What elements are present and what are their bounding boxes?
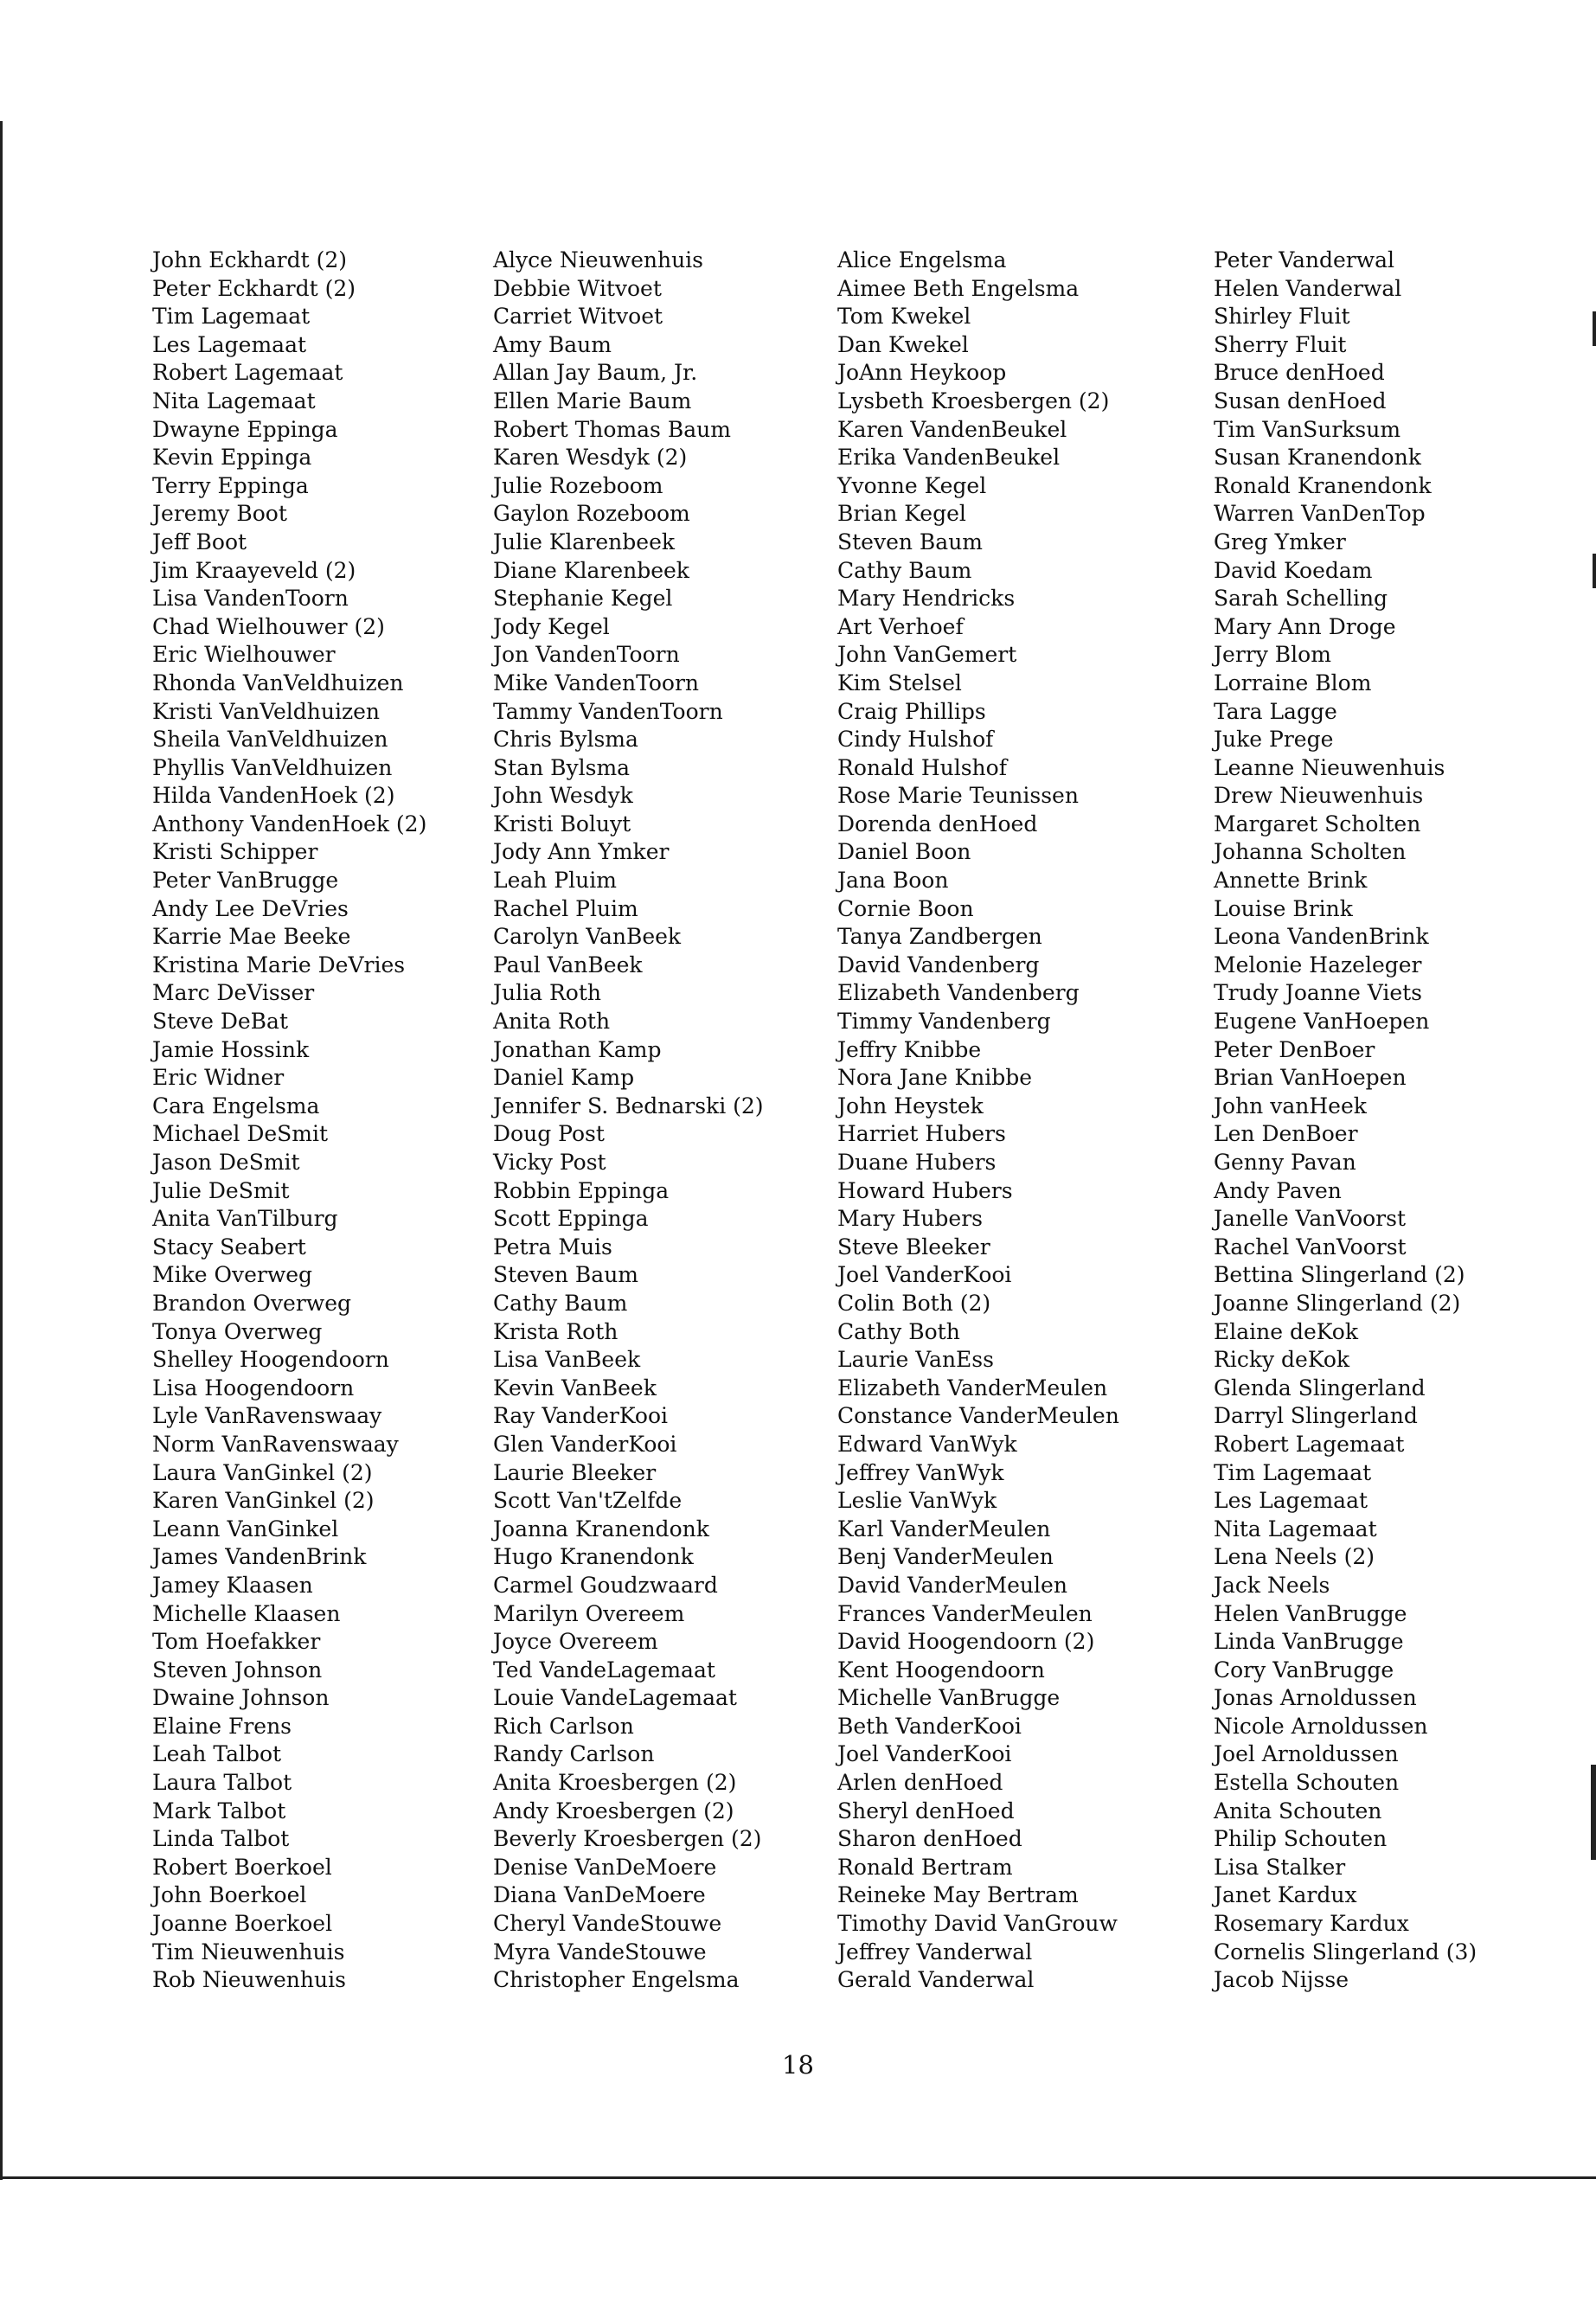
name-entry: Greg Ymker [1214, 529, 1346, 554]
name-entry: Jim Kraayeveld (2) [152, 557, 356, 583]
name-entry: Myra VandeStouwe [493, 1939, 707, 1965]
name-entry: Andy Paven [1214, 1177, 1342, 1203]
name-entry: Rachel VanVoorst [1214, 1234, 1407, 1259]
name-entry: Scott Eppinga [493, 1206, 649, 1232]
name-entry: David VanderMeulen [837, 1572, 1067, 1598]
name-entry: Edward VanWyk [837, 1431, 1017, 1457]
name-entry: Karen VanGinkel (2) [152, 1488, 375, 1514]
name-entry: Cathy Baum [493, 1290, 628, 1316]
name-entry: Terry Eppinga [152, 472, 309, 498]
name-entry: Sarah Schelling [1214, 586, 1388, 612]
name-entry: Kristi VanVeldhuizen [152, 698, 381, 724]
name-entry: Cheryl VandeStouwe [493, 1911, 722, 1937]
name-entry: Jody Ann Ymker [493, 839, 670, 865]
name-entry: Chris Bylsma [493, 727, 638, 753]
name-entry: Lena Neels (2) [1214, 1544, 1375, 1570]
name-entry: Rich Carlson [493, 1713, 634, 1739]
name-entry: Laura VanGinkel (2) [152, 1459, 373, 1485]
name-entry: Mary Ann Droge [1214, 613, 1396, 639]
name-entry: Jonas Arnoldussen [1214, 1685, 1417, 1711]
name-entry: Yvonne Kegel [837, 472, 987, 498]
name-entry: Gerald Vanderwal [837, 1967, 1035, 1993]
name-entry: Cornelis Slingerland (3) [1214, 1939, 1477, 1965]
name-entry: Dwaine Johnson [152, 1685, 330, 1711]
scan-right-mark [1591, 1765, 1596, 1860]
name-entry: Colin Both (2) [837, 1290, 991, 1316]
name-entry: Hugo Kranendonk [493, 1544, 694, 1570]
name-entry: Vicky Post [493, 1150, 606, 1175]
name-entry: Warren VanDenTop [1214, 501, 1426, 527]
name-entry: Sheila VanVeldhuizen [152, 727, 388, 753]
name-entry: Stephanie Kegel [493, 586, 673, 612]
name-entry: Tim Lagemaat [1214, 1459, 1372, 1485]
name-entry: Bruce denHoed [1214, 360, 1385, 386]
name-entry: Robbin Eppinga [493, 1177, 670, 1203]
name-entry: Tara Lagge [1214, 698, 1337, 724]
name-entry: Kim Stelsel [837, 670, 962, 695]
name-entry: Gaylon Rozeboom [493, 501, 690, 527]
name-entry: Jeremy Boot [152, 501, 287, 527]
name-entry: Karen Wesdyk (2) [493, 445, 688, 471]
name-entry: Jeffrey Vanderwal [837, 1939, 1033, 1965]
name-entry: Petra Muis [493, 1234, 612, 1259]
name-entry: Robert Boerkoel [152, 1854, 332, 1880]
name-entry: Carolyn VanBeek [493, 924, 682, 950]
name-entry: Anita VanTilburg [152, 1206, 338, 1232]
name-entry: Jason DeSmit [152, 1150, 300, 1175]
name-entry: Carmel Goudzwaard [493, 1572, 718, 1598]
name-entry: Robert Lagemaat [1214, 1431, 1405, 1457]
names-column-3 [837, 247, 1119, 1995]
name-entry: Hilda VandenHoek (2) [152, 783, 395, 809]
name-entry: Peter VanBrugge [152, 868, 339, 894]
name-entry: Eric Widner [152, 1065, 285, 1091]
name-entry: Estella Schouten [1214, 1770, 1400, 1796]
name-entry: Tanya Zandbergen [837, 924, 1042, 950]
name-entry: John VanGemert [837, 642, 1017, 668]
name-entry: Doug Post [493, 1121, 605, 1147]
name-entry: Drew Nieuwenhuis [1214, 783, 1424, 809]
name-entry: Annette Brink [1214, 868, 1368, 894]
name-entry: Tim VanSurksum [1214, 416, 1401, 442]
name-entry: Dorenda denHoed [837, 811, 1038, 836]
name-entry: Linda VanBrugge [1214, 1629, 1404, 1655]
name-entry: Rachel Pluim [493, 895, 638, 921]
name-entry: Steven Baum [493, 1262, 639, 1288]
name-entry: Sherry Fluit [1214, 331, 1347, 357]
name-entry: Nicole Arnoldussen [1214, 1713, 1428, 1739]
name-entry: Rose Marie Teunissen [837, 783, 1079, 809]
name-entry: Julie Klarenbeek [493, 529, 676, 554]
name-entry: Kevin Eppinga [152, 445, 312, 471]
name-entry: Rob Nieuwenhuis [152, 1967, 346, 1993]
name-entry: Steven Johnson [152, 1657, 323, 1682]
name-entry: John Wesdyk [493, 783, 633, 809]
name-entry: Les Lagemaat [1214, 1488, 1368, 1514]
name-entry: Glenda Slingerland [1214, 1375, 1426, 1400]
name-entry: Christopher Engelsma [493, 1967, 740, 1993]
name-entry: Daniel Boon [837, 839, 971, 865]
name-entry: Margaret Scholten [1214, 811, 1421, 836]
name-entry: Cindy Hulshof [837, 727, 994, 753]
name-entry: John vanHeek [1214, 1093, 1367, 1118]
name-entry: Marc DeVisser [152, 980, 315, 1006]
name-entry: Shelley Hoogendoorn [152, 1347, 389, 1373]
name-entry: Nita Lagemaat [1214, 1516, 1377, 1541]
name-entry: Cory VanBrugge [1214, 1657, 1394, 1682]
name-entry: Daniel Kamp [493, 1065, 635, 1091]
names-column-1 [152, 247, 426, 1995]
name-entry: Cara Engelsma [152, 1093, 320, 1118]
name-entry: Randy Carlson [493, 1741, 655, 1767]
name-entry: Amy Baum [493, 331, 612, 357]
name-entry: Janet Kardux [1214, 1882, 1357, 1908]
name-entry: Laurie Bleeker [493, 1459, 657, 1485]
names-column-2 [493, 247, 764, 1995]
name-entry: Brian VanHoepen [1214, 1065, 1407, 1091]
name-entry: Glen VanderKooi [493, 1431, 677, 1457]
name-entry: Timothy David VanGrouw [837, 1911, 1118, 1937]
scan-bottom-edge [0, 2176, 1596, 2179]
name-entry: Jamie Hossink [152, 1036, 310, 1062]
name-entry: Anita Schouten [1214, 1798, 1382, 1823]
name-entry: JoAnn Heykoop [837, 360, 1007, 386]
name-entry: Jana Boon [837, 868, 949, 894]
name-entry: John Heystek [837, 1093, 984, 1118]
name-entry: Laurie VanEss [837, 1347, 994, 1373]
name-entry: Tonya Overweg [152, 1318, 323, 1344]
name-entry: Robert Lagemaat [152, 360, 343, 386]
name-entry: Anita Kroesbergen (2) [493, 1770, 737, 1796]
name-entry: Timmy Vandenberg [837, 1009, 1051, 1035]
name-entry: Leah Talbot [152, 1741, 282, 1767]
name-entry: Peter Vanderwal [1214, 247, 1395, 272]
name-entry: Debbie Witvoet [493, 275, 662, 301]
name-entry: Janelle VanVoorst [1214, 1206, 1407, 1232]
name-entry: Paul VanBeek [493, 952, 643, 977]
name-entry: Susan denHoed [1214, 388, 1387, 413]
name-entry: Philip Schouten [1214, 1826, 1388, 1852]
name-entry: Jamey Klaasen [152, 1572, 313, 1598]
name-entry: Michael DeSmit [152, 1121, 329, 1147]
name-entry: Ronald Hulshof [837, 754, 1007, 780]
name-entry: Peter DenBoer [1214, 1036, 1375, 1062]
name-entry: Jerry Blom [1214, 642, 1331, 668]
name-entry: Norm VanRavenswaay [152, 1431, 399, 1457]
name-entry: Lysbeth Kroesbergen (2) [837, 388, 1110, 413]
name-entry: Andy Lee DeVries [152, 895, 349, 921]
name-entry: Joyce Overeem [493, 1629, 658, 1655]
name-entry: Tammy VandenToorn [493, 698, 723, 724]
name-entry: Joanne Slingerland (2) [1214, 1290, 1461, 1316]
name-entry: Frances VanderMeulen [837, 1600, 1093, 1626]
name-entry: Marilyn Overeem [493, 1600, 685, 1626]
name-entry: Carriet Witvoet [493, 304, 663, 330]
name-entry: Stacy Seabert [152, 1234, 306, 1259]
name-entry: Ricky deKok [1214, 1347, 1350, 1373]
name-entry: Diana VanDeMoere [493, 1882, 706, 1908]
name-entry: Eugene VanHoepen [1214, 1009, 1430, 1035]
name-entry: John Eckhardt (2) [152, 247, 347, 272]
name-entry: Leona VandenBrink [1214, 924, 1429, 950]
name-entry: Anita Roth [493, 1009, 611, 1035]
page-number: 18 [782, 2050, 814, 2080]
name-entry: Kristi Schipper [152, 839, 318, 865]
name-entry: Steve DeBat [152, 1009, 288, 1035]
name-entry: Denise VanDeMoere [493, 1854, 717, 1880]
name-entry: Johanna Scholten [1214, 839, 1407, 865]
name-entry: Linda Talbot [152, 1826, 290, 1852]
name-entry: Arlen denHoed [837, 1770, 1003, 1796]
name-entry: Genny Pavan [1214, 1150, 1356, 1175]
name-entry: David Hoogendoorn (2) [837, 1629, 1095, 1655]
name-entry: Chad Wielhouwer (2) [152, 613, 385, 639]
name-entry: Joel VanderKooi [837, 1741, 1012, 1767]
name-entry: Joel VanderKooi [837, 1262, 1012, 1288]
name-entry: Scott Van'tZelfde [493, 1488, 683, 1514]
name-entry: Cornie Boon [837, 895, 974, 921]
name-entry: Harriet Hubers [837, 1121, 1006, 1147]
name-entry: Leslie VanWyk [837, 1488, 997, 1514]
name-entry: Jon VandenToorn [493, 642, 680, 668]
name-entry: Beverly Kroesbergen (2) [493, 1826, 762, 1852]
name-entry: Karl VanderMeulen [837, 1516, 1051, 1541]
name-entry: Kristi Boluyt [493, 811, 631, 836]
name-entry: Julia Roth [493, 980, 601, 1006]
name-entry: Jeff Boot [152, 529, 247, 554]
name-entry: Andy Kroesbergen (2) [493, 1798, 734, 1823]
name-entry: Howard Hubers [837, 1177, 1013, 1203]
name-entry: Kent Hoogendoorn [837, 1657, 1045, 1682]
name-entry: Karen VandenBeukel [837, 416, 1067, 442]
name-entry: Jody Kegel [493, 613, 610, 639]
name-entry: Susan Kranendonk [1214, 445, 1421, 471]
name-entry: Art Verhoef [837, 613, 964, 639]
name-entry: Louise Brink [1214, 895, 1353, 921]
name-entry: Melonie Hazeleger [1214, 952, 1422, 977]
name-entry: Steve Bleeker [837, 1234, 990, 1259]
name-entry: Lisa Stalker [1214, 1854, 1346, 1880]
name-entry: Ronald Kranendonk [1214, 472, 1432, 498]
scan-right-mark [1593, 554, 1596, 588]
name-entry: Phyllis VanVeldhuizen [152, 754, 393, 780]
name-entry: Alyce Nieuwenhuis [493, 247, 704, 272]
name-entry: Eric Wielhouwer [152, 642, 336, 668]
name-entry: Tom Hoefakker [152, 1629, 321, 1655]
name-entry: Anthony VandenHoek (2) [152, 811, 427, 836]
name-entry: Mary Hendricks [837, 586, 1016, 612]
name-entry: Kristina Marie DeVries [152, 952, 406, 977]
name-entry: David Vandenberg [837, 952, 1040, 977]
name-entry: Julie Rozeboom [493, 472, 663, 498]
name-entry: Ellen Marie Baum [493, 388, 692, 413]
name-entry: Lisa Hoogendoorn [152, 1375, 355, 1400]
name-entry: Lorraine Blom [1214, 670, 1372, 695]
name-entry: Jack Neels [1214, 1572, 1330, 1598]
name-entry: Laura Talbot [152, 1770, 292, 1796]
name-entry: Reineke May Bertram [837, 1882, 1079, 1908]
name-entry: Jacob Nijsse [1214, 1967, 1349, 1993]
name-entry: Beth VanderKooi [837, 1713, 1022, 1739]
name-entry: Duane Hubers [837, 1150, 997, 1175]
name-entry: Sheryl denHoed [837, 1798, 1015, 1823]
name-entry: Shirley Fluit [1214, 304, 1350, 330]
name-entry: Dan Kwekel [837, 331, 969, 357]
name-entry: Elizabeth VanderMeulen [837, 1375, 1108, 1400]
name-entry: Tim Lagemaat [152, 304, 311, 330]
name-entry: Sharon denHoed [837, 1826, 1022, 1852]
name-entry: Karrie Mae Beeke [152, 924, 351, 950]
name-entry: Joanne Boerkoel [152, 1911, 333, 1937]
name-entry: Julie DeSmit [152, 1177, 290, 1203]
name-entry: Elizabeth Vandenberg [837, 980, 1080, 1006]
name-entry: Leanne Nieuwenhuis [1214, 754, 1445, 780]
name-entry: David Koedam [1214, 557, 1373, 583]
name-entry: Jeffry Knibbe [837, 1036, 982, 1062]
name-entry: Jennifer S. Bednarski (2) [493, 1093, 764, 1118]
name-entry: Kevin VanBeek [493, 1375, 657, 1400]
name-entry: Mike Overweg [152, 1262, 313, 1288]
name-entry: Benj VanderMeulen [837, 1544, 1054, 1570]
name-entry: Darryl Slingerland [1214, 1403, 1418, 1429]
name-entry: Ray VanderKooi [493, 1403, 668, 1429]
name-entry: Joel Arnoldussen [1214, 1741, 1399, 1767]
name-entry: Alice Engelsma [837, 247, 1007, 272]
name-entry: Nora Jane Knibbe [837, 1065, 1033, 1091]
name-entry: Robert Thomas Baum [493, 416, 731, 442]
name-entry: Peter Eckhardt (2) [152, 275, 356, 301]
name-entry: Cathy Both [837, 1318, 960, 1344]
name-entry: Leah Pluim [493, 868, 617, 894]
name-entry: Erika VandenBeukel [837, 445, 1061, 471]
name-entry: Rosemary Kardux [1214, 1911, 1409, 1937]
name-entry: Stan Bylsma [493, 754, 631, 780]
name-entry: Elaine Frens [152, 1713, 292, 1739]
name-entry: James VandenBrink [152, 1544, 367, 1570]
name-entry: Rhonda VanVeldhuizen [152, 670, 404, 695]
name-entry: Lisa VanBeek [493, 1347, 641, 1373]
name-entry: Len DenBoer [1214, 1121, 1358, 1147]
name-entry: Ted VandeLagemaat [493, 1657, 715, 1682]
name-entry: Nita Lagemaat [152, 388, 316, 413]
name-entry: Mike VandenToorn [493, 670, 700, 695]
name-entry: Constance VanderMeulen [837, 1403, 1119, 1429]
name-entry: Ronald Bertram [837, 1854, 1013, 1880]
name-entry: Joanna Kranendonk [493, 1516, 709, 1541]
name-entry: Craig Phillips [837, 698, 986, 724]
name-entry: Louie VandeLagemaat [493, 1685, 737, 1711]
name-entry: Aimee Beth Engelsma [837, 275, 1080, 301]
name-entry: Mary Hubers [837, 1206, 984, 1232]
names-column-4 [1214, 247, 1477, 1995]
name-entry: Krista Roth [493, 1318, 619, 1344]
name-entry: Diane Klarenbeek [493, 557, 689, 583]
name-entry: Jeffrey VanWyk [837, 1459, 1004, 1485]
name-entry: Bettina Slingerland (2) [1214, 1262, 1465, 1288]
name-entry: Helen VanBrugge [1214, 1600, 1407, 1626]
name-entry: Lisa VandenToorn [152, 586, 349, 612]
name-entry: Steven Baum [837, 529, 984, 554]
name-entry: Allan Jay Baum, Jr. [493, 360, 698, 386]
name-entry: Cathy Baum [837, 557, 972, 583]
name-entry: Juke Prege [1214, 727, 1334, 753]
name-entry: Trudy Joanne Viets [1214, 980, 1423, 1006]
name-entry: Lyle VanRavenswaay [152, 1403, 382, 1429]
name-entry: Tim Nieuwenhuis [152, 1939, 345, 1965]
name-entry: Michelle VanBrugge [837, 1685, 1061, 1711]
scan-left-edge [0, 121, 3, 2180]
name-entry: Les Lagemaat [152, 331, 307, 357]
name-entry: Elaine deKok [1214, 1318, 1358, 1344]
name-entry: Brian Kegel [837, 501, 966, 527]
name-entry: Mark Talbot [152, 1798, 286, 1823]
name-entry: Tom Kwekel [837, 304, 971, 330]
name-entry: Jonathan Kamp [493, 1036, 662, 1062]
name-entry: Brandon Overweg [152, 1290, 351, 1316]
name-entry: Michelle Klaasen [152, 1600, 341, 1626]
name-entry: Dwayne Eppinga [152, 416, 338, 442]
name-entry: Leann VanGinkel [152, 1516, 339, 1541]
name-entry: John Boerkoel [152, 1882, 307, 1908]
name-entry: Helen Vanderwal [1214, 275, 1402, 301]
scan-right-mark [1593, 311, 1596, 346]
